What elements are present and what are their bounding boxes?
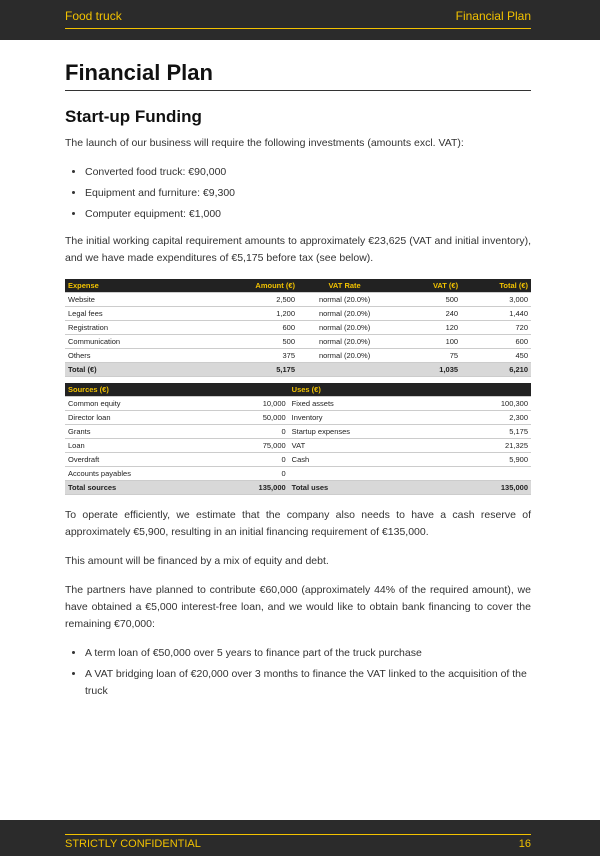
cell: 450: [461, 349, 531, 363]
cell: Director loan: [65, 411, 205, 425]
cell: 5,900: [438, 453, 531, 467]
cell: 135,000: [438, 481, 531, 495]
page-number: 16: [518, 838, 531, 850]
sources-uses-table: [65, 383, 531, 495]
table-total-row: [65, 481, 531, 495]
table-row: [65, 349, 531, 363]
table-row: [65, 335, 531, 349]
list-item: • A VAT bridging loan of €20,000 over 3 months to finance the VAT linked to the acquisition of the truck: [85, 666, 531, 700]
cell: 375: [233, 349, 298, 363]
section-title: Start-up Funding: [65, 107, 202, 126]
page-title: Financial Plan: [65, 60, 531, 91]
col-uses: Uses (€): [289, 383, 438, 397]
cell: 5,175: [233, 363, 298, 377]
intro-paragraph: The launch of our business will require the following investments (amounts excl. VAT):: [65, 137, 464, 149]
cell: Others: [65, 349, 233, 363]
cell: normal (20.0%): [298, 335, 391, 349]
cell: 0: [205, 425, 289, 439]
cell: Registration: [65, 321, 233, 335]
working-capital-paragraph: The initial working capital requirement amounts to approximately €23,625 (VAT and initial inventory), and we have made expenditures of €5,175 before tax (see below).: [65, 235, 531, 264]
footer-rule: [65, 834, 531, 835]
cell: Inventory: [289, 411, 438, 425]
cell: 21,325: [438, 439, 531, 453]
cell: Loan: [65, 439, 205, 453]
cell: 1,035: [391, 363, 461, 377]
list-item: • A term loan of €50,000 over 5 years to finance part of the truck purchase: [85, 645, 531, 662]
page-content: [65, 60, 531, 710]
cell: 6,210: [461, 363, 531, 377]
financing-mix-paragraph: This amount will be financed by a mix of equity and debt.: [65, 555, 329, 567]
cell: 240: [391, 307, 461, 321]
investment-list: [65, 164, 531, 223]
cell: 75: [391, 349, 461, 363]
cell: 100: [391, 335, 461, 349]
cell: 1,200: [233, 307, 298, 321]
cell: 0: [205, 467, 289, 481]
cash-paragraph: To operate efficiently, we estimate that the company also needs to have a cash reserve of approximately €5,900, resulting in an initial financing requirement of €135,000.: [65, 509, 531, 538]
cell: normal (20.0%): [298, 349, 391, 363]
cell: normal (20.0%): [298, 321, 391, 335]
cell: Total sources: [65, 481, 205, 495]
table-row: [65, 321, 531, 335]
table-row: [65, 397, 531, 411]
cell: 600: [233, 321, 298, 335]
cell: Communication: [65, 335, 233, 349]
col-total: Total (€): [461, 279, 531, 293]
cell: Total (€): [65, 363, 233, 377]
table-total-row: [65, 363, 531, 377]
confidential-label: STRICTLY CONFIDENTIAL: [65, 838, 201, 850]
cell: [289, 467, 438, 481]
col-amount: Amount (€): [233, 279, 298, 293]
col-vat-rate: VAT Rate: [298, 279, 391, 293]
cell: 720: [461, 321, 531, 335]
table-row: [65, 467, 531, 481]
cell: Total uses: [289, 481, 438, 495]
col-expense: Expense: [65, 279, 233, 293]
header-company: Food truck: [65, 9, 122, 23]
cell: 0: [205, 453, 289, 467]
cell: Fixed assets: [289, 397, 438, 411]
table-row: [65, 425, 531, 439]
cell: Website: [65, 293, 233, 307]
partners-paragraph: The partners have planned to contribute €60,000 (approximately 44% of the required amount), we have obtained a €5,000 interest-free loan, and we would like to obtain bank financing to cover the remaining €70,000:: [65, 584, 531, 630]
col-vat: VAT (€): [391, 279, 461, 293]
list-item: • Equipment and furniture: €9,300: [85, 185, 531, 202]
page-header: [0, 0, 600, 40]
cell: 500: [391, 293, 461, 307]
cell: Common equity: [65, 397, 205, 411]
cell: 1,440: [461, 307, 531, 321]
cell: 10,000: [205, 397, 289, 411]
cell: normal (20.0%): [298, 293, 391, 307]
col-uses-amount: [438, 383, 531, 397]
table-row: [65, 293, 531, 307]
cell: 120: [391, 321, 461, 335]
list-item: • Converted food truck: €90,000: [85, 164, 531, 181]
cell: 100,300: [438, 397, 531, 411]
table-row: [65, 411, 531, 425]
header-rule: [65, 28, 531, 29]
table-row: [65, 439, 531, 453]
cell: Legal fees: [65, 307, 233, 321]
cell: 2,300: [438, 411, 531, 425]
cell: 135,000: [205, 481, 289, 495]
cell: 50,000: [205, 411, 289, 425]
cell: 3,000: [461, 293, 531, 307]
col-sources: Sources (€): [65, 383, 205, 397]
col-sources-amount: [205, 383, 289, 397]
cell: [438, 467, 531, 481]
loan-list: [65, 645, 531, 700]
cell: Grants: [65, 425, 205, 439]
cell: normal (20.0%): [298, 307, 391, 321]
cell: 75,000: [205, 439, 289, 453]
cell: Startup expenses: [289, 425, 438, 439]
cell: VAT: [289, 439, 438, 453]
cell: 2,500: [233, 293, 298, 307]
page-footer: [0, 820, 600, 856]
cell: 5,175: [438, 425, 531, 439]
cell: Cash: [289, 453, 438, 467]
table-row: [65, 453, 531, 467]
cell: Accounts payables: [65, 467, 205, 481]
header-section: Financial Plan: [455, 9, 531, 23]
cell: [298, 363, 391, 377]
table-row: [65, 307, 531, 321]
table-header-row: [65, 279, 531, 293]
list-item: • Computer equipment: €1,000: [85, 206, 531, 223]
cell: 500: [233, 335, 298, 349]
cell: Overdraft: [65, 453, 205, 467]
cell: 600: [461, 335, 531, 349]
table-header-row: [65, 383, 531, 397]
expense-table: [65, 279, 531, 377]
